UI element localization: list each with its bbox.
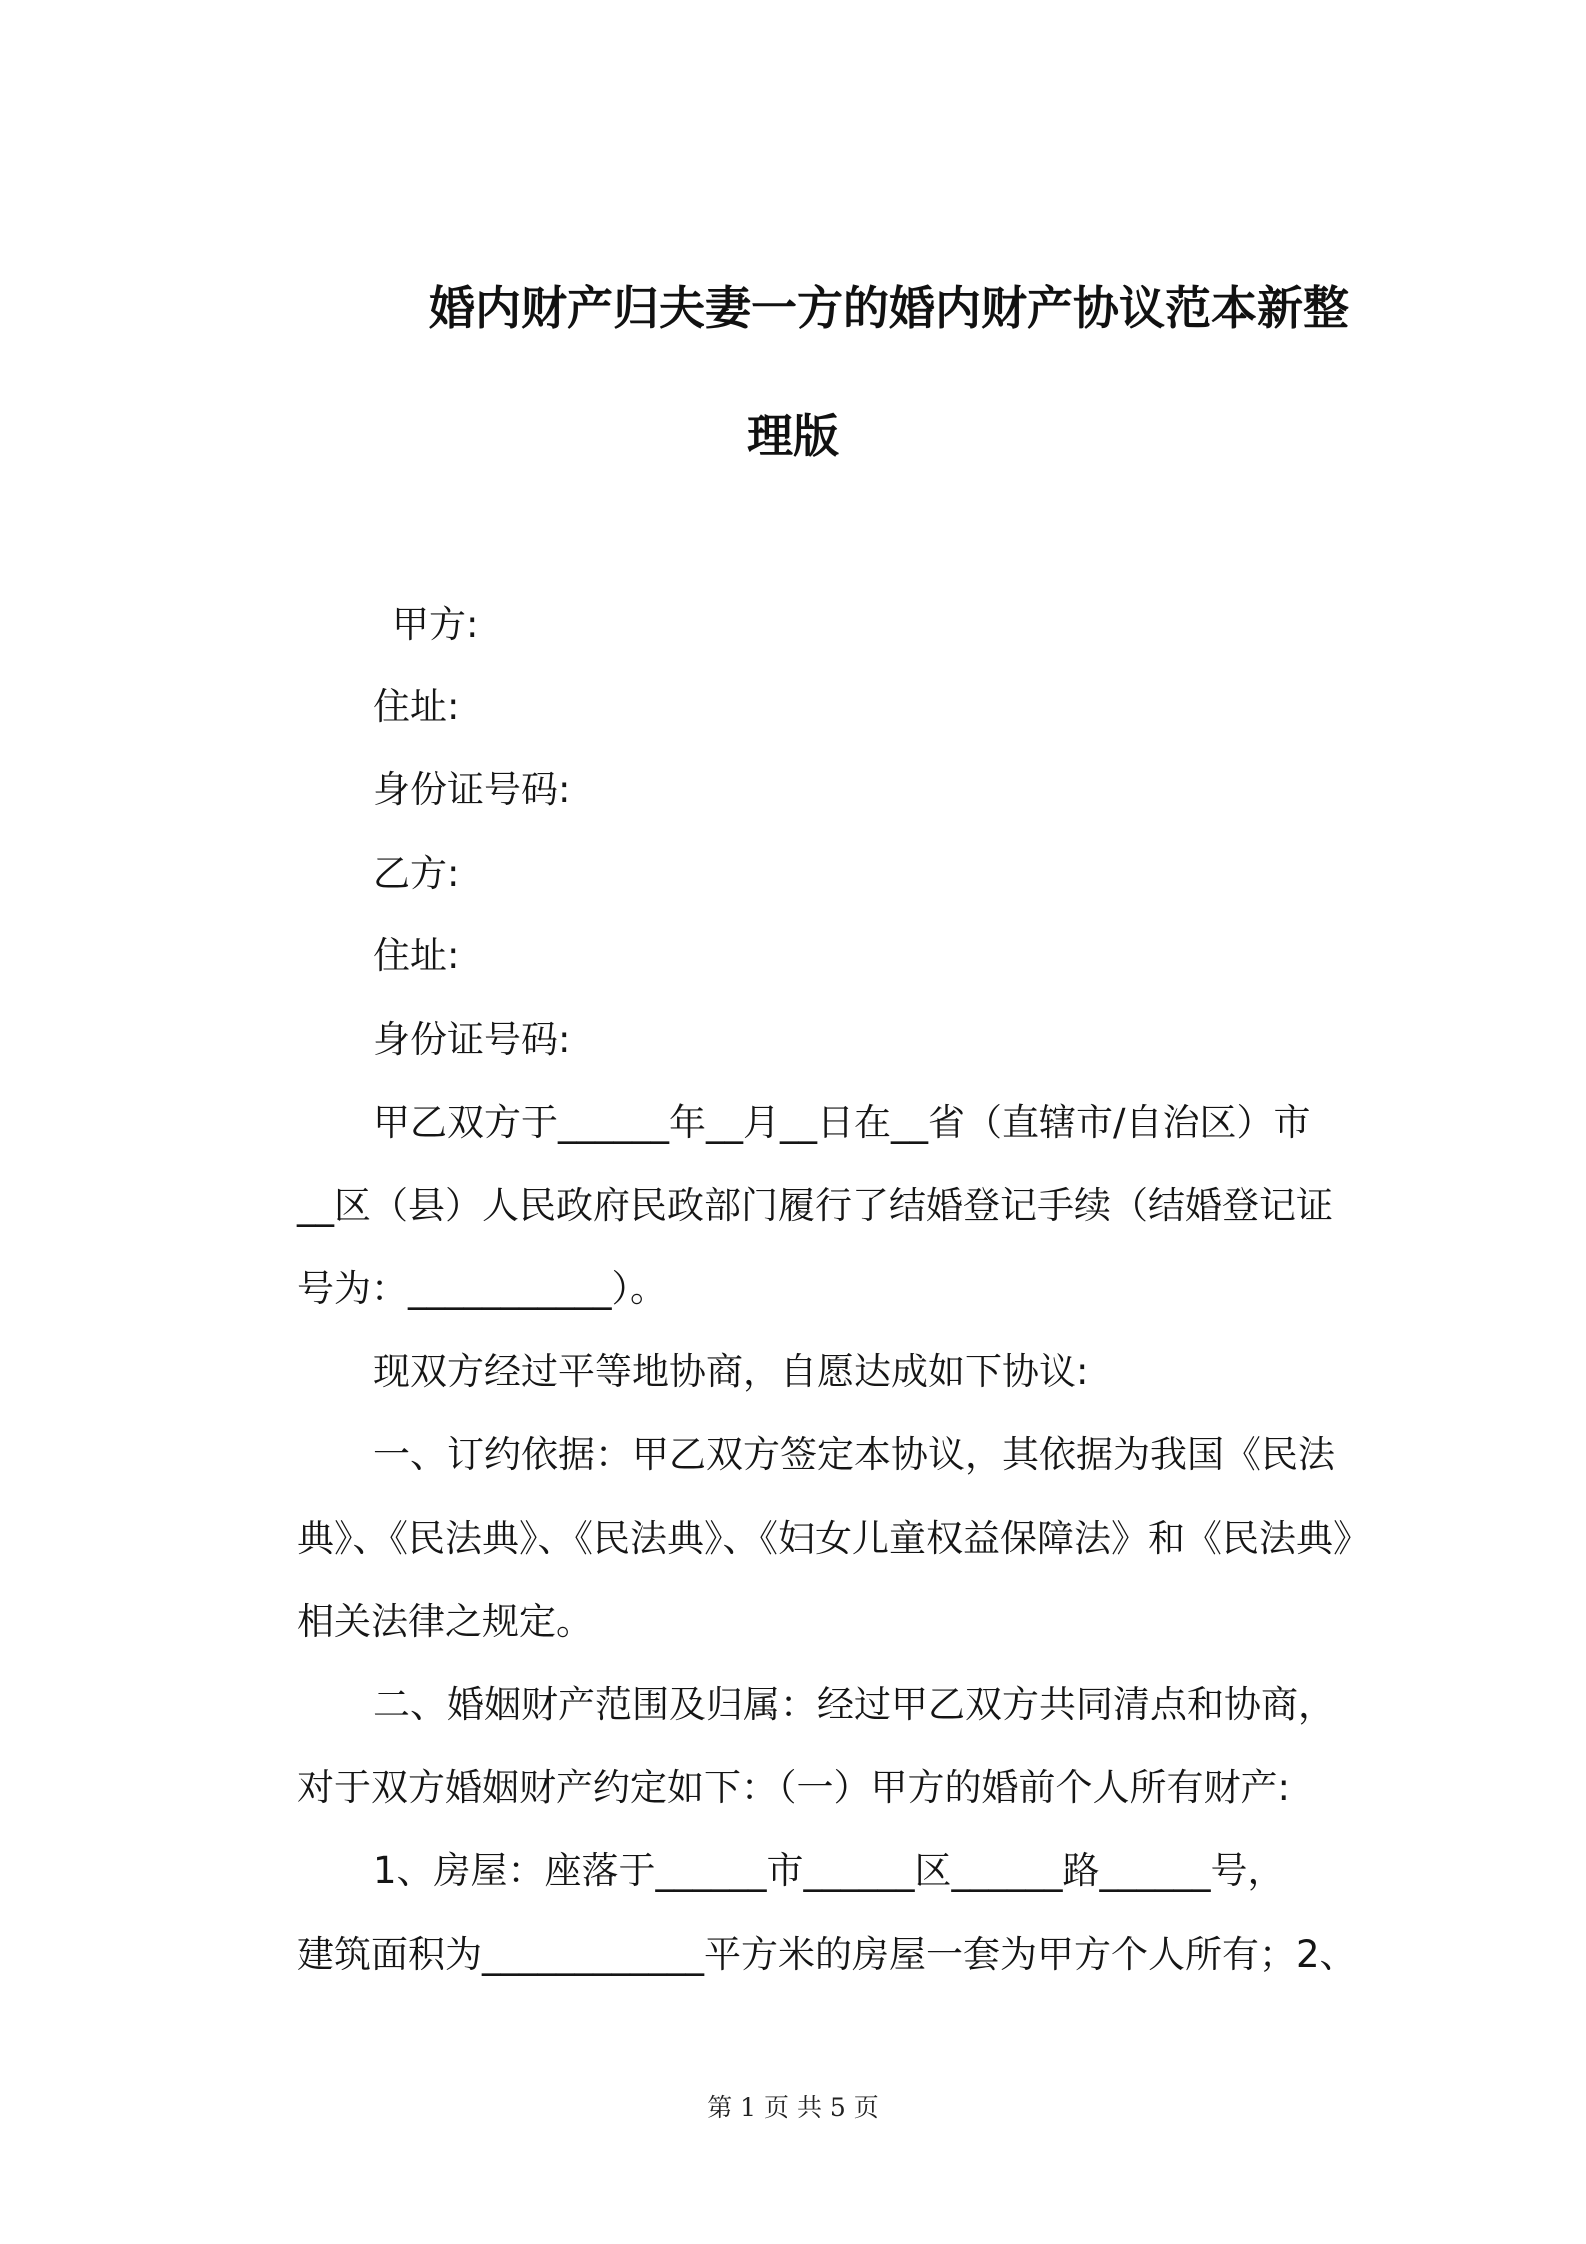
- party-a-id-label: 身份证号码:: [373, 768, 571, 811]
- paragraph-line: 相关法律之规定。: [297, 1600, 593, 1643]
- party-a-label: 甲方:: [392, 603, 479, 646]
- page-number-footer: 第 1 页 共 5 页: [707, 2093, 879, 2122]
- paragraph-line: 现双方经过平等地协商，自愿达成如下协议:: [373, 1350, 1089, 1393]
- paragraph-line: __区（县）人民政府民政部门履行了结婚登记手续（结婚登记证: [297, 1184, 1333, 1227]
- party-a-address-label: 住址:: [373, 685, 460, 728]
- paragraph-line: 1、房屋：座落于______市______区______路______号，: [373, 1849, 1285, 1892]
- party-b-address-label: 住址:: [373, 934, 460, 977]
- document-title-line-2: 理版: [747, 409, 839, 463]
- paragraph-line: 建筑面积为____________平方米的房屋一套为甲方个人所有；2、: [297, 1933, 1357, 1976]
- paragraph-line: 对于双方婚姻财产约定如下：（一）甲方的婚前个人所有财产:: [297, 1766, 1290, 1809]
- paragraph-line: 典》、《民法典》、《民法典》、《妇女儿童权益保障法》和《民法典》: [297, 1517, 1370, 1560]
- paragraph-line: 二、婚姻财产范围及归属：经过甲乙双方共同清点和协商，: [373, 1683, 1335, 1726]
- party-b-id-label: 身份证号码:: [373, 1018, 571, 1061]
- paragraph-line: 一、订约依据：甲乙双方签定本协议，其依据为我国《民法: [373, 1433, 1335, 1476]
- party-b-label: 乙方:: [373, 852, 460, 895]
- paragraph-line: 号为：___________）。: [297, 1267, 667, 1310]
- document-title-line-1: 婚内财产归夫妻一方的婚内财产协议范本新整: [429, 281, 1349, 335]
- paragraph-line: 甲乙双方于______年__月__日在__省（直辖市/自治区）市: [373, 1101, 1311, 1144]
